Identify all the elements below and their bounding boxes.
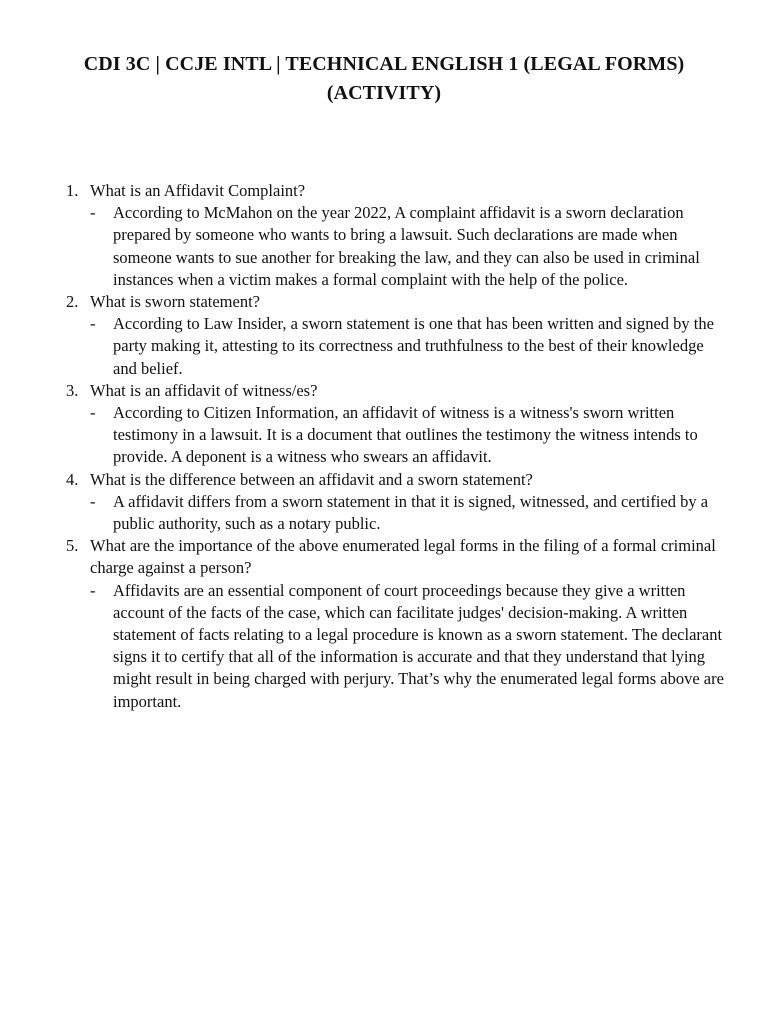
list-item <box>66 535 731 713</box>
list-item <box>66 380 731 469</box>
question-number: 1. <box>66 181 79 200</box>
answer-text: According to McMahon on the year 2022, A complaint affidavit is a sworn declaration prepared by someone who wants to bring a lawsuit. Such declarations are made when someone wants to sue another for breaking the law, and they can also be used in criminal instances when a victim makes a formal complaint with the help of the police. <box>113 203 700 289</box>
answer <box>66 402 731 469</box>
answer <box>66 491 731 535</box>
question <box>66 180 731 202</box>
question <box>66 380 731 402</box>
answer-text: According to Law Insider, a sworn statement is one that has been written and signed by the party making it, attesting to its correctness and truthfulness to the best of their knowledge and belief. <box>113 314 714 378</box>
answer <box>66 202 731 291</box>
question-number: 2. <box>66 292 79 312</box>
question <box>66 469 731 491</box>
question-text: What is the difference between an affidavit and a sworn statement? <box>90 469 533 489</box>
dash-bullet: - <box>90 491 96 511</box>
dash-bullet: - <box>90 203 96 223</box>
document-title <box>30 50 738 108</box>
dash-bullet: - <box>90 314 96 334</box>
answer-text: Affidavits are an essential component of court proceedings because they give a written account of the facts of the case, which can facilitate judges' decision-making. A written statement of facts relating to a legal procedure is known as a sworn statement. The declarant signs it to certify that all of the information is accurate and that they understand that lying might result in being charged with perjury. That’s why the enumerated legal forms above are important. <box>113 580 724 711</box>
title-line-2: (ACTIVITY) <box>326 82 442 104</box>
question-text: What is an Affidavit Complaint? <box>90 181 306 200</box>
answer <box>66 580 731 713</box>
question-text: What is sworn statement? <box>90 292 260 312</box>
question-number: 5. <box>66 536 79 556</box>
question-number: 3. <box>66 380 79 400</box>
question-text: What are the importance of the above enumerated legal forms in the filing of a formal criminal charge against a person? <box>90 536 716 578</box>
answer <box>66 313 731 380</box>
list-item <box>66 291 731 380</box>
question <box>66 535 731 579</box>
answer-text: According to Citizen Information, an affidavit of witness is a witness's sworn written testimony in a lawsuit. It is a document that outlines the testimony the witness intends to provide. A deponent is a witness who swears an affidavit. <box>113 403 698 467</box>
question-list <box>66 180 731 713</box>
question-text: What is an affidavit of witness/es? <box>90 380 318 400</box>
dash-bullet: - <box>90 580 96 600</box>
question <box>66 291 731 313</box>
dash-bullet: - <box>90 403 96 423</box>
list-item <box>66 180 731 291</box>
answer-text: A affidavit differs from a sworn statement in that it is signed, witnessed, and certified by a public authority, such as a notary public. <box>113 491 709 534</box>
list-item <box>66 469 731 536</box>
question-number: 4. <box>66 469 79 489</box>
title-line-1: CDI 3C | CCJE INTL | TECHNICAL ENGLISH 1 (LEGAL FORMS) <box>83 53 685 75</box>
